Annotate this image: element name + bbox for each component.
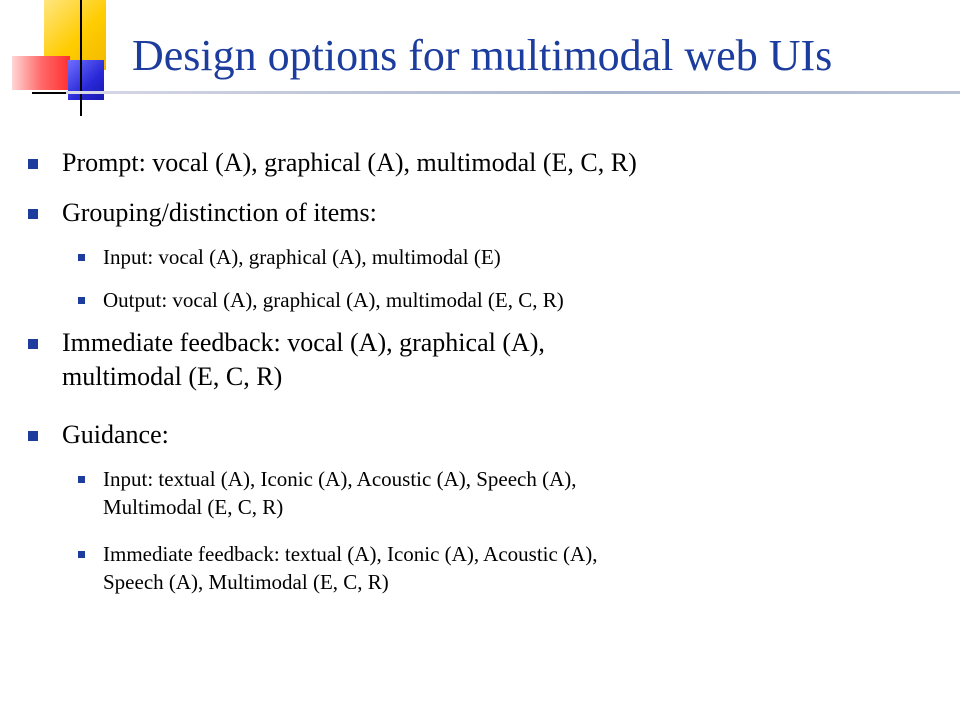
bullet-text: Input: textual (A), Iconic (A), Acoustic (A), Speech (A),: [103, 467, 577, 491]
sub-bullet-item: [103, 243, 501, 271]
bullet-text: Prompt: vocal (A), graphical (A), multimodal (E, C, R): [62, 148, 637, 177]
sub-bullet-item: [103, 286, 564, 314]
square-bullet-icon: [78, 297, 85, 304]
bullet-text: Immediate feedback: textual (A), Iconic (A), Acoustic (A),: [103, 542, 598, 566]
bullet-item: [62, 326, 545, 394]
bullet-text: Grouping/distinction of items:: [62, 198, 377, 227]
sub-bullet-item: [103, 465, 577, 521]
bullet-text-continued: Speech (A), Multimodal (E, C, R): [103, 570, 389, 594]
bullet-item: [62, 146, 637, 180]
bullet-text: Input: vocal (A), graphical (A), multimodal (E): [103, 245, 501, 269]
bullet-text: Immediate feedback: vocal (A), graphical (A),: [62, 328, 545, 357]
square-bullet-icon: [78, 476, 85, 483]
square-bullet-icon: [28, 159, 38, 169]
bullet-text-continued: multimodal (E, C, R): [62, 362, 283, 391]
bullet-item: [62, 418, 169, 452]
slide-title: Design options for multimodal web UIs: [132, 31, 833, 80]
square-bullet-icon: [28, 209, 38, 219]
square-bullet-icon: [28, 339, 38, 349]
square-bullet-icon: [78, 254, 85, 261]
sub-bullet-item: [103, 540, 597, 596]
bullet-text-continued: Multimodal (E, C, R): [103, 495, 284, 519]
square-bullet-icon: [78, 551, 85, 558]
bullet-text: Output: vocal (A), graphical (A), multimodal (E, C, R): [103, 288, 564, 312]
square-bullet-icon: [28, 431, 38, 441]
bullet-item: [62, 196, 377, 230]
bullet-text: Guidance:: [62, 420, 169, 449]
